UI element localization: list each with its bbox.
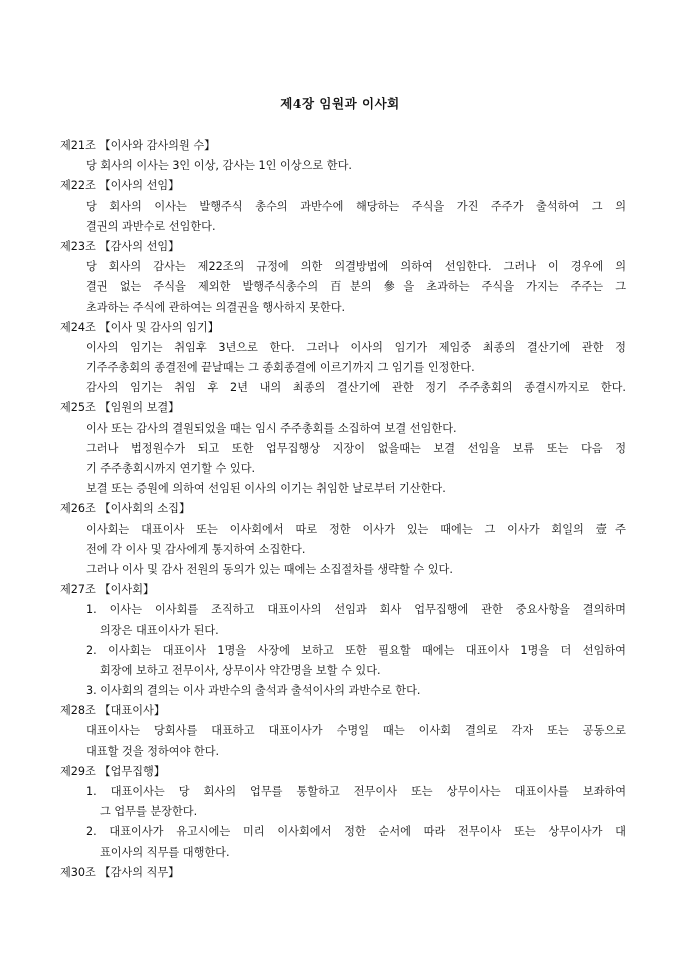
article-text-line: 보결 또는 증원에 의하여 선임된 이사의 이기는 취임한 날로부터 기산한다. xyxy=(86,482,446,496)
article-text-line: 그러나 법정원수가 되고 또한 업무집행상 지장이 없을때는 보결 선임을 보류 또는 다음 정 xyxy=(86,441,626,455)
article-heading: 제27조 【이사회】 xyxy=(60,583,155,597)
article-heading: 제23조 【감사의 선임】 xyxy=(60,239,180,253)
article-text-line: 1. 이사는 이사회를 조직하고 대표이사의 선임과 회사 업무집행에 관한 중요사항을 결의하며 xyxy=(86,603,626,617)
article-heading: 제29조 【업무집행】 xyxy=(60,764,166,778)
article-text-line: 초과하는 주식에 관하여는 의결권을 행사하지 못한다. xyxy=(86,300,346,314)
article-text-line: 당 회사의 감사는 제22조의 규정에 의한 의결방법에 의하여 선임한다. 그러나 이 경우에 의 xyxy=(86,260,626,274)
article-text-line: 3. 이사회의 결의는 이사 과반수의 출석과 출석이사의 과반수로 한다. xyxy=(86,684,421,698)
article-text-line: 결권 없는 주식을 제외한 발행주식총수의 百분의 參을 초과하는 주식을 가지는 주주는 그 xyxy=(86,280,626,294)
article-text-line: 기 주주총회시까지 연기할 수 있다. xyxy=(86,462,256,475)
article-text-line: 감사의 임기는 취임 후 2년 내의 최종의 결산기에 관한 정기 주주총회의 종결시까지로 한다. xyxy=(86,381,626,395)
article-text-line: 이사의 임기는 취임후 3년으로 한다. 그러나 이사의 임기가 제임중 최종의 결산기에 관한 정 xyxy=(86,340,626,354)
article-heading: 제26조 【이사회의 소집】 xyxy=(60,502,191,516)
article-heading: 제30조 【감사의 직무】 xyxy=(60,865,180,879)
article-heading: 제24조 【이사 및 감사의 임기】 xyxy=(60,320,219,334)
article-heading: 제25조 【임원의 보결】 xyxy=(60,401,180,415)
article-text-line: 이사 또는 감사의 결원되었을 때는 임시 주주총회를 소집하여 보결 선임한다. xyxy=(86,421,457,435)
article-heading: 제22조 【이사의 선임】 xyxy=(60,179,180,193)
article-text-line: 당 회사의 이사는 발행주식 총수의 과반수에 해당하는 주식을 가진 주주가 출석하여 그 의 xyxy=(86,199,626,213)
article-text-line: 결권의 과반수로 선임한다. xyxy=(86,219,216,233)
article-heading: 제28조 【대표이사】 xyxy=(60,704,166,718)
article-text-line: 대표이사는 당회사를 대표하고 대표이사가 수명일 때는 이사회 결의로 각자 또는 공동으로 xyxy=(86,724,626,738)
article-text-line: 당 회사의 이사는 3인 이상, 감사는 1인 이상으로 한다. xyxy=(86,159,352,173)
article-text-line: 대표할 것을 정하여야 한다. xyxy=(86,744,220,758)
article-text-line: 그러나 이사 및 감사 전원의 동의가 있는 때에는 소집절차를 생략할 수 있다. xyxy=(86,562,453,576)
article-heading: 제21조 【이사와 감사의원 수】 xyxy=(60,139,216,152)
article-text-line: 의장은 대표이사가 된다. xyxy=(100,623,219,637)
article-text-line: 회장에 보하고 전무이사, 상무이사 약간명을 보할 수 있다. xyxy=(100,663,381,677)
article-text-line: 이사회는 대표이사 또는 이사회에서 따로 정한 이사가 있는 때에는 그 이사가 회일의 壹주 xyxy=(86,522,626,536)
article-text-line: 표이사의 직무를 대행한다. xyxy=(100,845,230,859)
articles-body xyxy=(60,136,626,883)
article-text-line: 1. 대표이사는 당 회사의 업무를 통할하고 전무이사 또는 상무이사는 대표이사를 보좌하여 xyxy=(86,785,626,798)
article-text-line: 전에 각 이사 및 감사에게 통지하여 소집한다. xyxy=(86,542,306,556)
article-text-line: 그 업무를 분장한다. xyxy=(100,805,198,819)
chapter-title: 제4장 임원과 이사회 xyxy=(280,96,400,111)
article-text-line: 2. 이사회는 대표이사 1명을 사장에 보하고 또한 필요할 때에는 대표이사 1명을 더 선임하여 xyxy=(86,643,626,657)
article-text-line: 기주주총회의 종결전에 끝날때는 그 종회종결에 이르기까지 그 임기를 인정한다. xyxy=(86,361,475,375)
article-text-line: 2. 대표이사가 유고시에는 미리 이사회에서 정한 순서에 따라 전무이사 또는 상무이사가 대 xyxy=(86,825,626,839)
